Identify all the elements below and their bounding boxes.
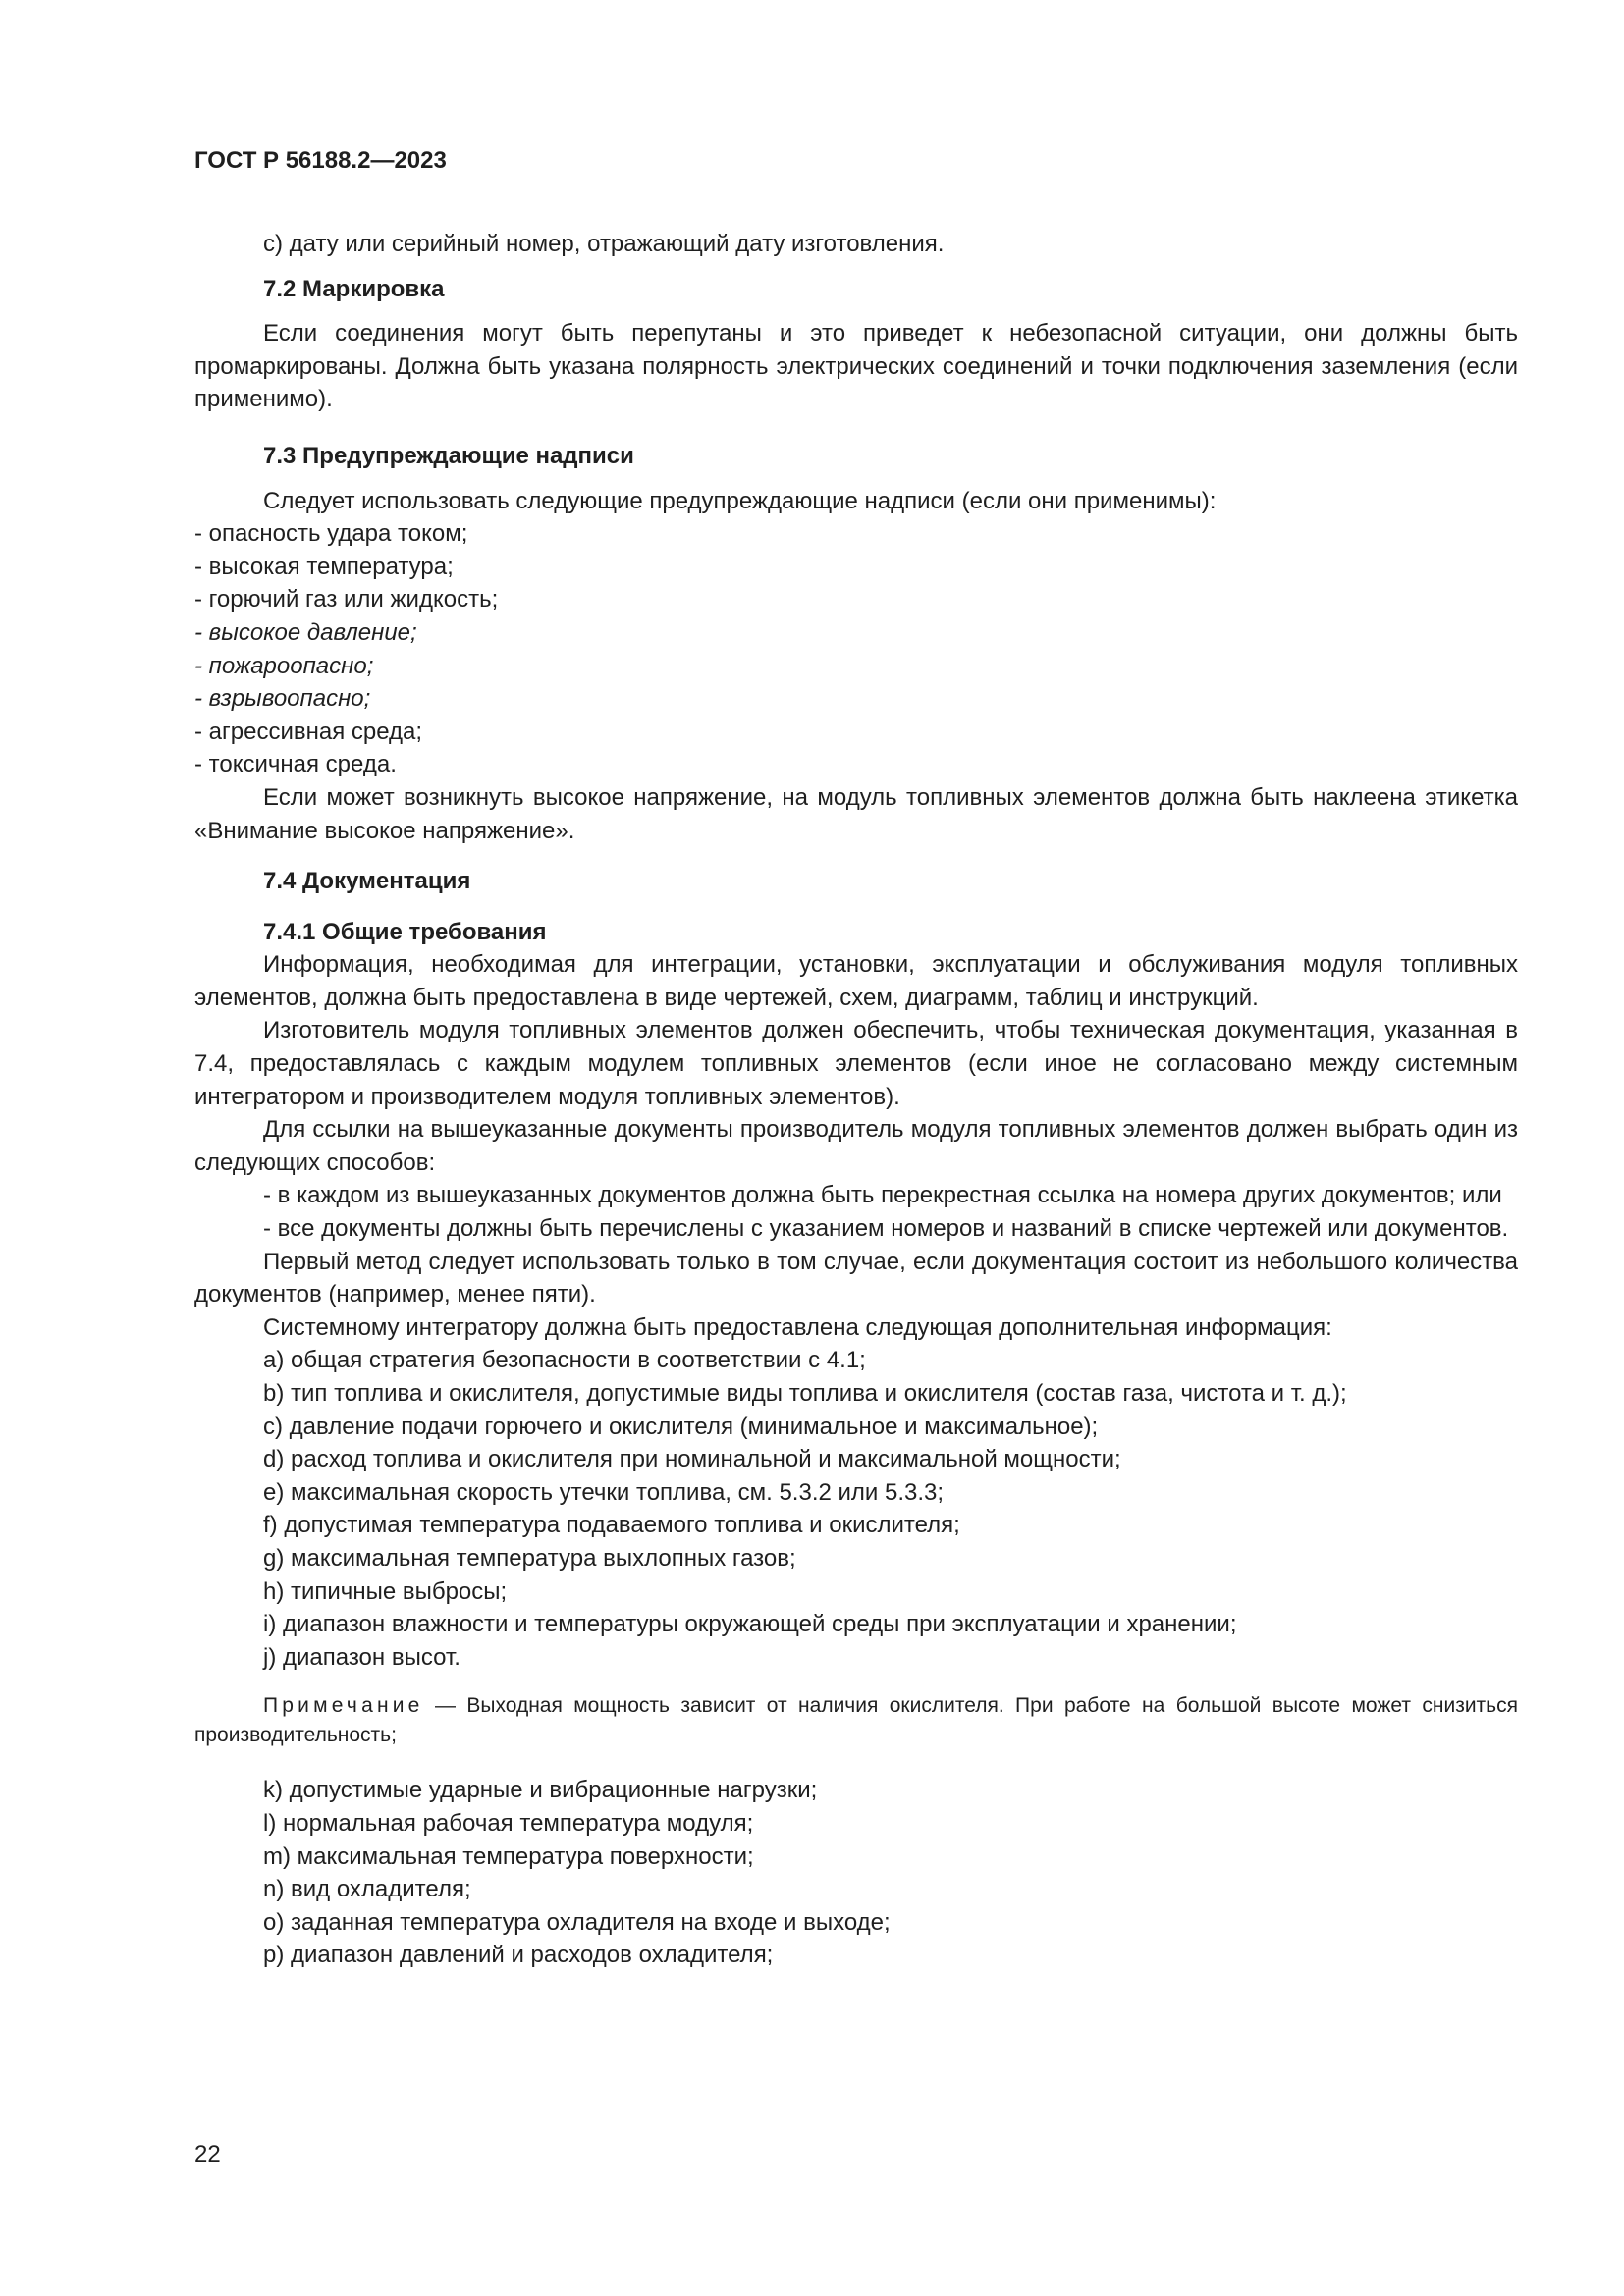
paragraph: Изготовитель модуля топливных элементов должен обеспечить, чтобы техническая документация, указанная в 7.4, предоставлялась с каждым модулем топливных элементов (если иное не согласовано между системным интегратором и производителем модуля топливных элементов). (194, 1017, 1518, 1110)
section-7-3-intro: Следует использовать следующие предупреждающие надписи (если они применимы): (263, 487, 1217, 514)
list-item: j) диапазон высот. (263, 1643, 460, 1671)
list-item: o) заданная температура охладителя на входе и выходе; (263, 1908, 891, 1936)
warning-item: - агрессивная среда; (194, 718, 423, 745)
warning-item: - горючий газ или жидкость; (194, 586, 499, 614)
section-7-2-text: Если соединения могут быть перепутаны и это приведет к небезопасной ситуации, они должны быть промаркированы. Должна быть указана полярность электрических соединений и точки подключения заземления (если применимо). (194, 320, 1518, 413)
note-text: — Выходная мощность зависит от наличия окислителя. При работе на большой высоте может снизиться производительность; (194, 1694, 1518, 1747)
warning-item: - пожароопасно; (194, 652, 374, 679)
paragraph: Системному интегратору должна быть предоставлена следующая дополнительная информация: (263, 1313, 1332, 1341)
info-list-k-p (194, 1774, 1518, 1972)
list-item: k) допустимые ударные и вибрационные нагрузки; (263, 1777, 818, 1804)
warning-item: - высокая температура; (194, 553, 454, 580)
warning-item: - токсичная среда. (194, 751, 397, 778)
list-item: b) тип топлива и окислителя, допустимые виды топлива и окислителя (состав газа, чистота и т. д.); (263, 1380, 1347, 1407)
list-item: d) расход топлива и окислителя при номинальной и максимальной мощности; (263, 1446, 1121, 1473)
page-number: 22 (194, 2141, 221, 2167)
paragraph: - все документы должны быть перечислены с указанием номеров и названий в списке чертежей или документов. (263, 1215, 1509, 1243)
warning-item: - высокое давление; (194, 618, 417, 646)
list-item-c-intro: c) дату или серийный номер, отражающий дату изготовления. (263, 231, 945, 257)
section-7-3-outro: Если может возникнуть высокое напряжение, на модуль топливных элементов должна быть наклеена этикетка «Внимание высокое напряжение». (194, 783, 1518, 844)
section-7-2-title: 7.2 Маркировка (263, 275, 445, 302)
paragraph: Информация, необходимая для интеграции, установки, эксплуатации и обслуживания модуля топливных элементов, должна быть предоставлена в виде чертежей, схем, диаграмм, таблиц и инструкций. (194, 951, 1518, 1011)
standard-header: ГОСТ Р 56188.2—2023 (194, 147, 447, 174)
list-item: l) нормальная рабочая температура модуля; (263, 1809, 754, 1837)
list-item: f) допустимая температура подаваемого топлива и окислителя; (263, 1512, 960, 1539)
list-item: c) давление подачи горючего и окислителя (минимальное и максимальное); (263, 1413, 1099, 1440)
list-item: h) типичные выбросы; (263, 1577, 508, 1605)
warning-item: - взрывоопасно; (194, 685, 371, 713)
paragraph: Для ссылки на вышеуказанные документы производитель модуля топливных элементов должен выбрать один из следующих способов: (194, 1116, 1518, 1176)
list-item: n) вид охладителя; (263, 1876, 471, 1903)
paragraph: Первый метод следует использовать только в том случае, если документация состоит из небольшого количества документов (например, менее пяти). (194, 1248, 1518, 1308)
warning-list (194, 517, 1518, 781)
list-item: e) максимальная скорость утечки топлива, см. 5.3.2 или 5.3.3; (263, 1478, 945, 1506)
section-7-3-title: 7.3 Предупреждающие надписи (263, 442, 634, 469)
list-item: p) диапазон давлений и расходов охладителя; (263, 1942, 774, 1969)
list-item: m) максимальная температура поверхности; (263, 1842, 754, 1870)
warning-item: - опасность удара током; (194, 520, 468, 548)
note-label: Примечание (263, 1694, 424, 1718)
document-body (194, 228, 1518, 1972)
list-item: a) общая стратегия безопасности в соответствии с 4.1; (263, 1347, 866, 1374)
document-page (194, 0, 1518, 2296)
info-list-a-j (194, 1344, 1518, 1674)
paragraph: - в каждом из вышеуказанных документов должна быть перекрестная ссылка на номера других документов; или (263, 1182, 1502, 1209)
section-7-4-title: 7.4 Документация (263, 868, 471, 895)
list-item: g) максимальная температура выхлопных газов; (263, 1544, 796, 1572)
section-7-4-1-title: 7.4.1 Общие требования (263, 918, 547, 945)
note (194, 1691, 1518, 1750)
list-item: i) диапазон влажности и температуры окружающей среды при эксплуатации и хранении; (263, 1611, 1237, 1638)
